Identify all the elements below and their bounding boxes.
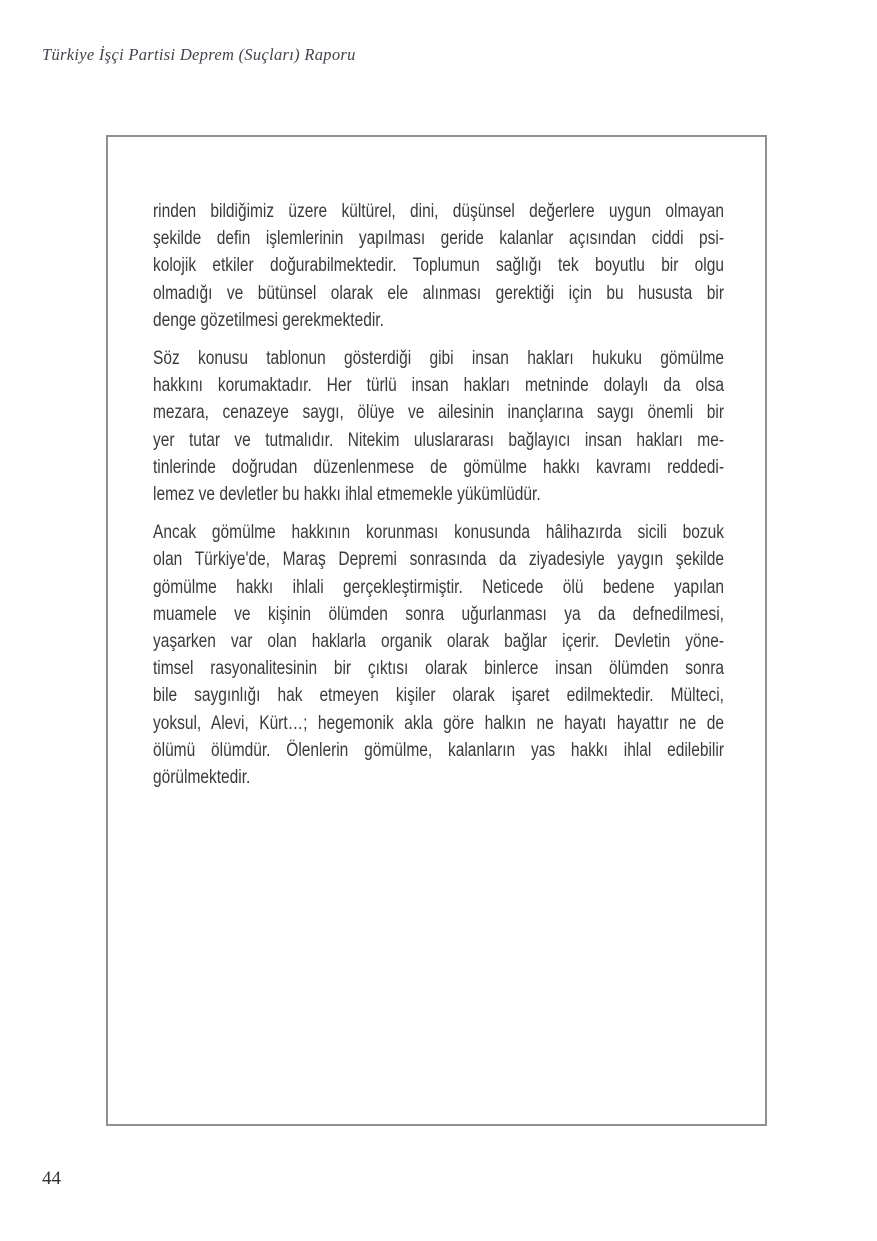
text-line: mezara, cenazeye saygı, ölüye ve ailesinin inançlarına saygı önemli bir xyxy=(153,402,724,424)
running-header: Türkiye İşçi Partisi Deprem (Suçları) Raporu xyxy=(42,45,356,64)
text-line: hakkını korumaktadır. Her türlü insan hakları metninde dolaylı da olsa xyxy=(153,375,724,397)
body-text xyxy=(153,198,724,791)
text-line: denge gözetilmesi gerekmektedir. xyxy=(153,309,384,331)
text-line: görülmektedir. xyxy=(153,767,251,789)
page-content-frame xyxy=(106,135,767,1126)
text-line: gömülme hakkı ihlali gerçekleştirmiştir. Neticede ölü bedene yapılan xyxy=(153,576,724,598)
text-line: yoksul, Alevi, Kürt…; hegemonik akla göre halkın ne hayatı hayattır ne de xyxy=(153,712,724,734)
text-line: muamele ve kişinin ölümden sonra uğurlanması ya da defnedilmesi, xyxy=(153,603,724,625)
paragraph-3 xyxy=(153,519,724,791)
text-line: rinden bildiğimiz üzere kültürel, dini, düşünsel değerlere uygun olmayan xyxy=(153,201,724,222)
text-line: Söz konusu tablonun gösterdiği gibi insan hakları hukuku gömülme xyxy=(153,348,724,370)
text-line: bile saygınlığı hak etmeyen kişiler olarak işaret edilmektedir. Mülteci, xyxy=(153,685,724,707)
text-line: yer tutar ve tutmalıdır. Nitekim uluslararası bağlayıcı insan hakları me- xyxy=(153,429,724,451)
text-line: timsel rasyonalitesinin bir çıktısı olarak binlerce insan ölümden sonra xyxy=(153,658,724,680)
text-line: şekilde defin işlemlerinin yapılması geride kalanlar açısından ciddi psi- xyxy=(153,228,724,250)
text-line: ölümü ölümdür. Ölenlerin gömülme, kalanların yas hakkı ihlal edilebilir xyxy=(153,739,724,761)
text-line: olmadığı ve bütünsel olarak ele alınması gerektiği için bu hususta bir xyxy=(153,282,724,304)
page-number: 44 xyxy=(42,1168,61,1189)
text-line: Ancak gömülme hakkının korunması konusunda hâlihazırda sicili bozuk xyxy=(153,522,724,544)
text-line: kolojik etkiler doğurabilmektedir. Toplumun sağlığı tek boyutlu bir olgu xyxy=(153,255,724,277)
paragraph-2 xyxy=(153,345,724,508)
paragraph-1 xyxy=(153,198,724,334)
text-line: lemez ve devletler bu hakkı ihlal etmemekle yükümlüdür. xyxy=(153,484,541,506)
text-line: tinlerinde doğrudan düzenlenmese de gömülme hakkı kavramı reddedi- xyxy=(153,456,724,478)
text-line: olan Türkiye'de, Maraş Depremi sonrasında da ziyadesiyle yaygın şekilde xyxy=(153,549,724,571)
text-line: yaşarken var olan haklarla organik olarak bağlar içerir. Devletin yöne- xyxy=(153,631,724,653)
